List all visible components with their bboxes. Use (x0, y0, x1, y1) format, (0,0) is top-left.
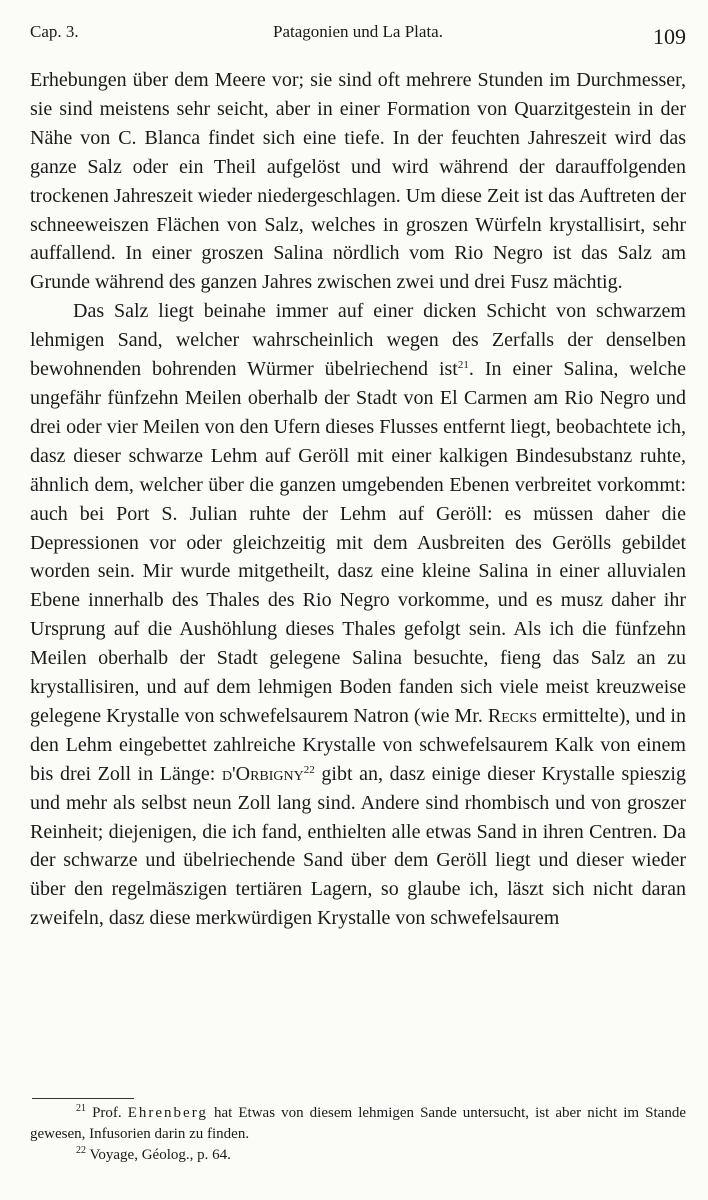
footnote-22 (30, 1145, 686, 1166)
page-number: 109 (653, 24, 686, 49)
footnote-22-text: Voyage, Géolog., p. 64. (89, 1147, 231, 1163)
footnote-22-mark: 22 (76, 1145, 86, 1156)
footnote-21-part-b: hat Etwas von diesem lehmigen Sande untersucht, ist aber nicht im Stande gewesen, Infusorien darin zu finden. (30, 1105, 686, 1142)
paragraph-2-part-d: gibt an, dasz einige dieser Krystalle spieszig und mehr als selbst neun Zoll lang sind. Andere sind rhombisch und von groszer Reinheit; diejenigen, die ich fand, enthielten alle etwas Sand in ihren Centren. Da der schwarze und übelriechende Sand über dem Geröll liegt und dieser wieder über den regelmäszigen tertiären Lagern, so glaube ich, läszt sich nicht daran zweifeln, dasz diese merkwürdigen Krystalle von schwefelsaurem (30, 762, 686, 930)
body-text (30, 66, 686, 933)
footnotes (30, 1103, 686, 1166)
name-recks: Recks (487, 704, 538, 727)
footnote-21-mark: 21 (76, 1103, 86, 1114)
footnote-21 (30, 1103, 686, 1145)
paragraph-2-part-c: ermittelte), und in den Lehm eingebettet zahlreiche Krystalle von schwefelsaurem Kalk von einem bis drei Zoll in Länge: (30, 704, 686, 785)
footnote-21-part-a: Prof. (92, 1105, 128, 1121)
paragraph-1: Erhebungen über dem Meere vor; sie sind oft mehrere Stunden im Durchmesser, sie sind meistens sehr seicht, aber in einer Formation von Quarzitgestein in der Nähe von C. Blanca findet sich eine tiefe. In der feuchten Jahreszeit wird das ganze Salz oder ein Theil aufgelöst und wird während der darauffolgenden trockenen Jahreszeit wieder niedergeschlagen. Um diese Zeit ist das Auftreten der schneeweiszen Flächen von Salz, welches in groszen Würfeln krystallisirt, sehr auffallend. In einer groszen Salina nördlich vom Rio Negro ist das Salz am Grunde während des ganzen Jahres zwischen zwei und drei Fusz mächtig. (30, 69, 686, 294)
running-title: Patagonien und La Plata. (273, 22, 443, 41)
paragraph-2-part-b: . In einer Salina, welche ungefähr fünfzehn Meilen oberhalb der Stadt von El Carmen am Rio Negro und drei oder vier Meilen von den Ufern dieses Flusses entfernt liegt, beobachtete ich, dasz dieser schwarze Lehm auf Geröll mit einer kalkigen Bindesubstanz ruhte, ähnlich dem, welcher über die ganzen umgebenden Ebenen verbreitet vorkommt: auch bei Port S. Julian ruhte der Lehm auf Geröll: es müssen daher die Depressionen vor oder gleichzeitig mit dem Ausbreiten des Gerölls gebildet worden sein. Mir wurde mitgetheilt, dasz eine kleine Salina in einer alluvialen Ebene innerhalb des Thales des Rio Negro vorkomme, und es musz daher ihr Ursprung auf die Aushöhlung dieses Thales gefolgt sein. Als ich die fünfzehn Meilen oberhalb der Stadt gelegene Salina besuchte, fieng das Salz an zu krystallisiren, und auf dem lehmigen Boden fanden sich viele meist kreuzweise gelegene Krystalle von schwefelsaurem Natron (wie Mr. (30, 358, 686, 727)
footnote-rule (32, 1098, 134, 1099)
paragraph-2-part-a: Das Salz liegt beinahe immer auf einer dicken Schicht von schwarzem lehmigen Sand, welcher wahrscheinlich wegen des Zerfalls der denselben bewohnenden bohrenden Würmer übelriechend ist (30, 300, 686, 381)
chapter-label: Cap. 3. (30, 22, 79, 41)
name-ehrenberg: Ehrenberg (127, 1105, 208, 1121)
paragraph-2 (30, 297, 686, 933)
footnote-ref-22[interactable]: 22 (303, 763, 315, 776)
name-orbigny: d'Orbigny (221, 762, 304, 785)
footnote-ref-21[interactable]: 21 (457, 359, 469, 372)
running-header (30, 18, 686, 52)
